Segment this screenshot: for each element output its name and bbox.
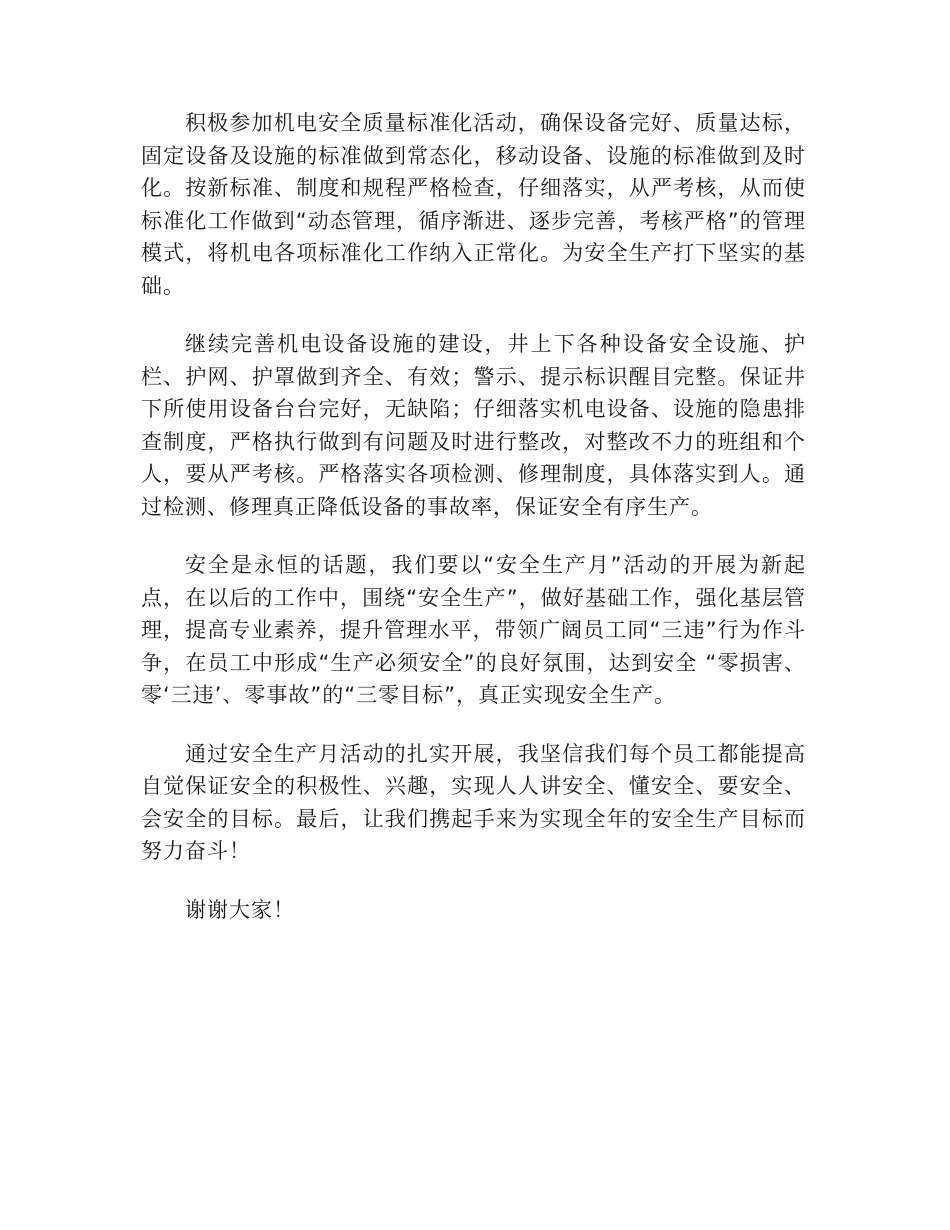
paragraph-equipment-facilities: 继续完善机电设备设施的建设，井上下各种设备安全设施、护栏、护网、护罩做到齐全、有效；警示、提示标识醒目完整。保证井下所使用设备台台完好，无缺陷；仔细落实机电设备、设施的隐患排查制度，严格执行做到有问题及时进行整改，对整改不力的班组和个人，要从严考核。严格落实各项检测、修理制度，具体落实到人。通过检测、修理真正降低设备的事故率，保证安全有序生产。 — [141, 332, 806, 519]
paragraph-thanks: 谢谢大家！ — [185, 897, 295, 922]
paragraph-conclusion: 通过安全生产月活动的扎实开展，我坚信我们每个员工都能提高自觉保证安全的积极性、兴趣，实现人人讲安全、懂安全、要安全、会安全的目标。最后，让我们携起手来为实现全年的安全生产目标而努力奋斗！ — [141, 741, 806, 863]
document-body — [141, 107, 806, 926]
paragraph-safety-month: 安全是永恒的话题，我们要以“安全生产月”活动的开展为新起点，在以后的工作中，围绕“安全生产”，做好基础工作，强化基层管理，提高专业素养，提升管理水平，带领广阔员工同“三违”行为作斗争，在员工中形成“生产必须安全”的良好氛围，达到安全 “零损害、零‘三违’、零事故”的“三零目标”，真正实现安全生产。 — [141, 553, 806, 707]
paragraph-standardization: 积极参加机电安全质量标准化活动，确保设备完好、质量达标，固定设备及设施的标准做到常态化，移动设备、设施的标准做到及时化。按新标准、制度和规程严格检查，仔细落实，从严考核，从而使标准化工作做到“动态管理，循序渐进、逐步完善，考核严格”的管理模式，将机电各项标准化工作纳入正常化。为安全生产打下坚实的基础。 — [141, 111, 806, 298]
